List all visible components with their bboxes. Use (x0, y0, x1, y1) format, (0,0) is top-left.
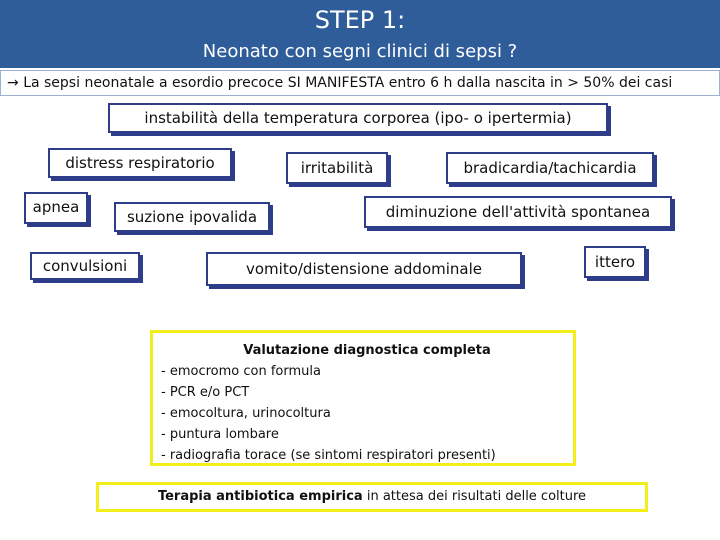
valutazione-item: - radiografia torace (se sintomi respiratori presenti) (161, 448, 496, 463)
terapia-bold: Terapia antibiotica empirica (157, 489, 363, 504)
intro-text: La sepsi neonatale a esordio precoce SI MANIFESTA entro 6 h dalla nascita in > 50% dei casi (23, 75, 673, 91)
intro-banner (0, 70, 720, 96)
valutazione-item: - emocromo con formula (161, 364, 321, 379)
sign-ittero: ittero (584, 246, 646, 278)
terapia-box (96, 482, 648, 512)
sign-irritabilita: irritabilità (286, 152, 388, 184)
valutazione-item: - PCR e/o PCT (161, 385, 250, 400)
sign-vomito-distensione: vomito/distensione addominale (206, 252, 522, 286)
valutazione-title: Valutazione diagnostica completa (243, 343, 491, 358)
terapia-text: in attesa dei risultati delle colture (362, 489, 587, 504)
sign-temperatura: instabilità della temperatura corporea (ipo- o ipertermia) (108, 103, 608, 133)
valutazione-item: - puntura lombare (161, 427, 279, 442)
page-subtitle: Neonato con segni clinici di sepsi ? (202, 41, 518, 62)
sign-distress-respiratorio: distress respiratorio (48, 148, 232, 178)
valutazione-list (161, 361, 573, 466)
valutazione-item: - emocoltura, urinocoltura (161, 406, 331, 421)
sign-bradicardia-tachicardia: bradicardia/tachicardia (446, 152, 654, 184)
sign-convulsioni: convulsioni (30, 252, 140, 280)
sign-apnea: apnea (24, 192, 88, 224)
arrow-right-icon: → (7, 75, 19, 91)
header (0, 0, 720, 68)
page-title: STEP 1: (314, 6, 406, 34)
sign-diminuzione-attivita: diminuzione dell'attività spontanea (364, 196, 672, 228)
sign-suzione-ipovalida: suzione ipovalida (114, 202, 270, 232)
valutazione-box (150, 330, 576, 466)
